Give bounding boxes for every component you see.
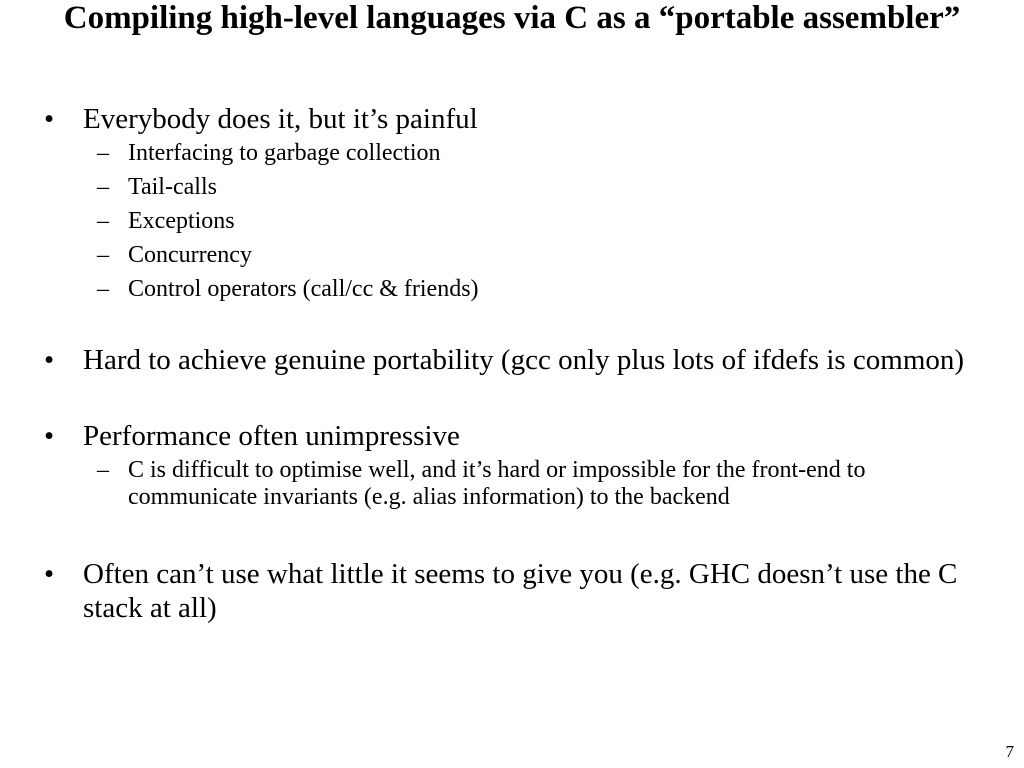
bullet-item xyxy=(40,102,990,136)
dash-icon: – xyxy=(97,140,109,166)
sub-item xyxy=(40,276,990,304)
bullet-icon: • xyxy=(44,103,55,135)
dash-icon: – xyxy=(97,208,109,234)
sub-item-text: Interfacing to garbage collection xyxy=(128,140,441,166)
sub-item xyxy=(40,208,990,236)
bullet-text: Often can’t use what little it seems to give you (e.g. GHC doesn’t use the C stack at all) xyxy=(83,557,958,624)
bullet-text: Performance often unimpressive xyxy=(83,419,460,452)
slide-body xyxy=(40,102,990,625)
bullet-text: Hard to achieve genuine portability (gcc only plus lots of ifdefs is common) xyxy=(83,343,965,376)
sub-item-text: C is difficult to optimise well, and it’s hard or impossible for the front-end to communicate invariants (e.g. alias information) to the backend xyxy=(128,456,866,510)
slide-title: Compiling high-level languages via C as a “portable assembler” xyxy=(63,0,961,36)
sub-item-text: Exceptions xyxy=(128,208,235,234)
dash-icon: – xyxy=(97,456,109,483)
dash-icon: – xyxy=(97,276,109,302)
bullet-item xyxy=(40,557,990,625)
bullet-text: Everybody does it, but it’s painful xyxy=(83,103,478,135)
dash-icon: – xyxy=(97,174,109,200)
dash-icon: – xyxy=(97,242,109,268)
bullet-icon: • xyxy=(44,419,55,452)
bullet-icon: • xyxy=(44,557,55,590)
sub-item-text: Control operators (call/cc & friends) xyxy=(128,276,479,302)
bullet-icon: • xyxy=(44,343,55,376)
sub-item xyxy=(40,140,990,168)
sub-item xyxy=(40,242,990,270)
sub-item-text: Concurrency xyxy=(128,242,252,268)
sub-item xyxy=(40,174,990,202)
sub-item-text: Tail-calls xyxy=(128,174,217,200)
bullet-item xyxy=(40,419,990,453)
page-number: 7 xyxy=(1005,742,1014,761)
bullet-item xyxy=(40,343,990,377)
sub-item xyxy=(40,457,990,512)
